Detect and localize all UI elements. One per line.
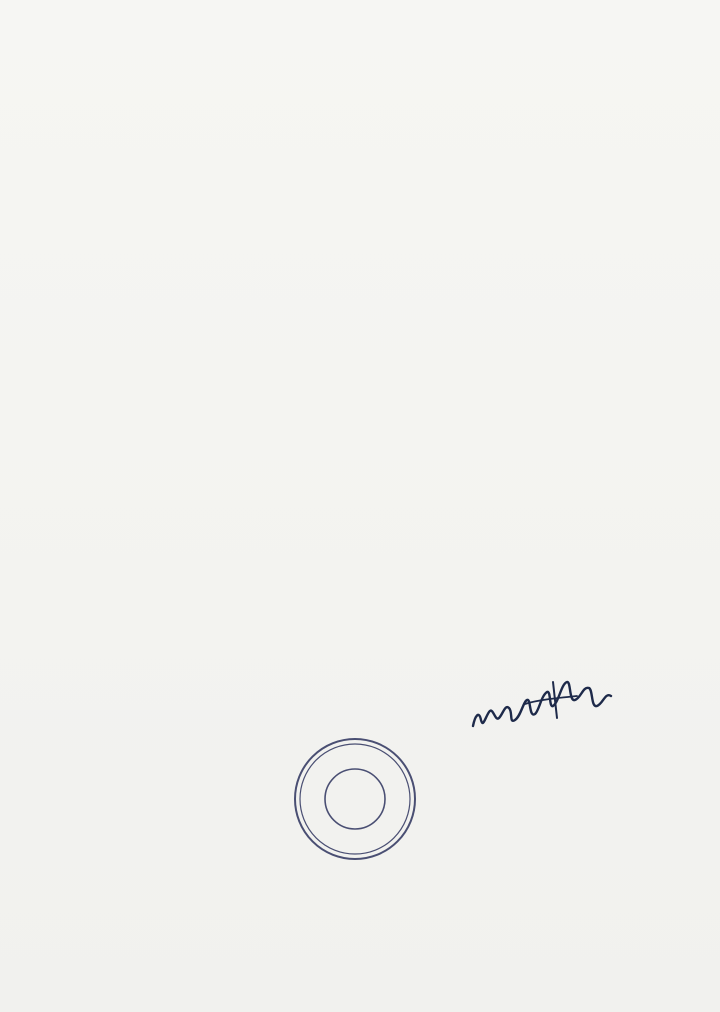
party-seal-stamp bbox=[292, 736, 418, 862]
handwritten-signature bbox=[465, 678, 625, 740]
